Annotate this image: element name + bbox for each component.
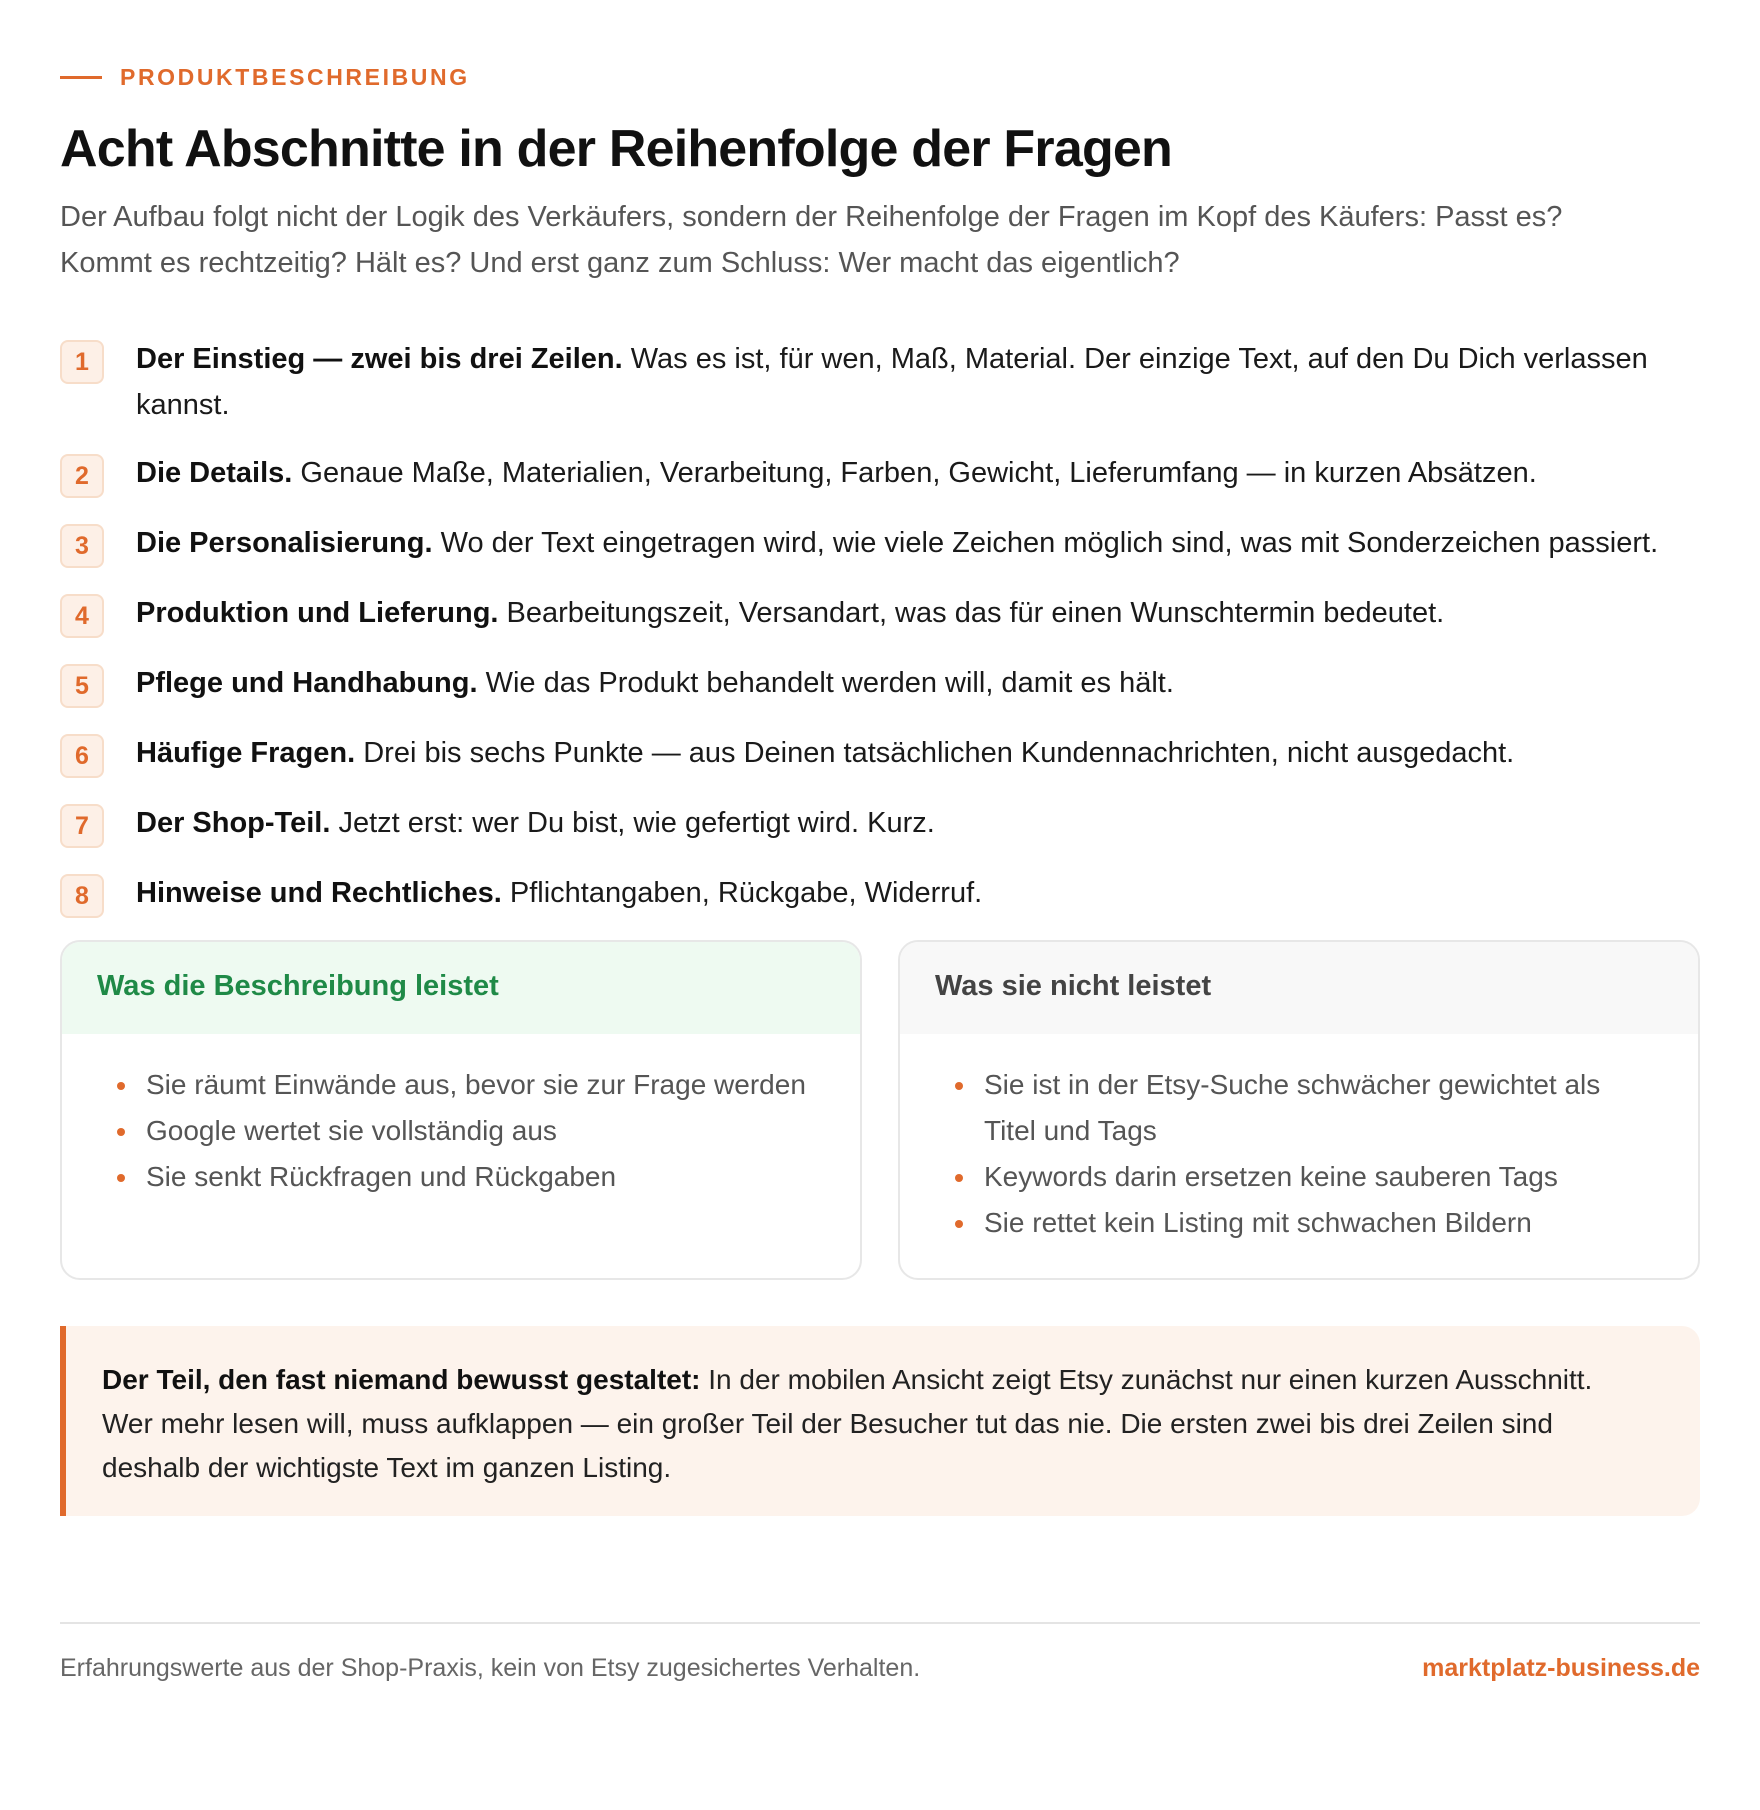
- step-title: Der Shop-Teil.: [136, 807, 331, 840]
- step-number-badge: 2: [60, 454, 104, 498]
- step-item-3: [60, 520, 1700, 568]
- card-does-not-list: [900, 1034, 1698, 1246]
- step-description: Wo der Text eingetragen wird, wie viele Zeichen möglich sind, was mit Sonderzeichen passiert.: [440, 527, 1659, 560]
- step-text: [136, 660, 1174, 706]
- step-title: Die Personalisierung.: [136, 527, 433, 560]
- list-item: Keywords darin ersetzen keine sauberen Tags: [984, 1154, 1658, 1200]
- footer-disclaimer: Erfahrungswerte aus der Shop-Praxis, kein von Etsy zugesichertes Verhalten.: [60, 1654, 921, 1682]
- eyebrow: [60, 62, 1700, 92]
- step-description: Jetzt erst: wer Du bist, wie gefertigt wird. Kurz.: [338, 807, 935, 840]
- step-item-7: [60, 800, 1700, 848]
- step-description: Was es ist, für wen, Maß, Material. Der einzige Text, auf den Du Dich verlassen kannst.: [136, 343, 1648, 422]
- step-item-1: [60, 336, 1700, 428]
- step-number-badge: 5: [60, 664, 104, 708]
- card-does-list: [62, 1034, 860, 1200]
- step-description: Pflichtangaben, Rückgabe, Widerruf.: [509, 877, 983, 910]
- step-description: Bearbeitungszeit, Versandart, was das für einen Wunschtermin bedeutet.: [506, 597, 1445, 630]
- step-item-6: [60, 730, 1700, 778]
- steps-list: [60, 336, 1700, 918]
- card-does-not: [898, 940, 1700, 1280]
- eyebrow-line: [60, 76, 102, 79]
- list-item: Sie senkt Rückfragen und Rückgaben: [146, 1154, 820, 1200]
- step-text: [136, 800, 935, 846]
- callout-note: [60, 1326, 1700, 1516]
- step-text: [136, 730, 1514, 776]
- footer-brand-link[interactable]: marktplatz-business.de: [1422, 1654, 1700, 1682]
- step-description: Wie das Produkt behandelt werden will, damit es hält.: [485, 667, 1174, 700]
- step-number-badge: 1: [60, 340, 104, 384]
- footer: [60, 1622, 1700, 1683]
- step-text: [136, 520, 1658, 566]
- step-item-8: [60, 870, 1700, 918]
- step-title: Pflege und Handhabung.: [136, 667, 478, 700]
- step-item-5: [60, 660, 1700, 708]
- step-number-badge: 7: [60, 804, 104, 848]
- step-text: [136, 590, 1444, 636]
- callout-title: Der Teil, den fast niemand bewusst gestaltet:: [102, 1364, 701, 1396]
- step-item-2: [60, 450, 1700, 498]
- step-title: Die Details.: [136, 457, 293, 490]
- eyebrow-label: PRODUKTBESCHREIBUNG: [120, 63, 470, 90]
- page-title: Acht Abschnitte in der Reihenfolge der Fragen: [60, 120, 1172, 178]
- comparison-cards: [60, 940, 1700, 1280]
- card-does-not-title: Was sie nicht leistet: [900, 942, 1698, 1034]
- step-title: Häufige Fragen.: [136, 737, 356, 770]
- step-title: Der Einstieg — zwei bis drei Zeilen.: [136, 343, 623, 376]
- step-text: [136, 336, 1700, 428]
- lead-text: Der Aufbau folgt nicht der Logik des Verkäufers, sondern der Reihenfolge der Fragen im Kopf des Käufers: Passt es? Kommt es rechtzeitig? Hält es? Und erst ganz zum Schluss: Wer macht das eigentlich?: [60, 201, 1563, 280]
- step-title: Hinweise und Rechtliches.: [136, 877, 502, 910]
- step-text: [136, 870, 982, 916]
- step-number-badge: 4: [60, 594, 104, 638]
- list-item: Sie rettet kein Listing mit schwachen Bildern: [984, 1200, 1658, 1246]
- card-does: [60, 940, 862, 1280]
- list-item: Google wertet sie vollständig aus: [146, 1108, 820, 1154]
- step-number-badge: 6: [60, 734, 104, 778]
- step-number-badge: 8: [60, 874, 104, 918]
- list-item: Sie ist in der Etsy-Suche schwächer gewichtet als Titel und Tags: [984, 1062, 1658, 1154]
- list-item: Sie räumt Einwände aus, bevor sie zur Frage werden: [146, 1062, 820, 1108]
- step-title: Produktion und Lieferung.: [136, 597, 499, 630]
- step-item-4: [60, 590, 1700, 638]
- callout-text: In der mobilen Ansicht zeigt Etsy zunächst nur einen kurzen Ausschnitt. Wer mehr lesen will, muss aufklappen — ein großer Teil der Besucher tut das nie. Die ersten zwei bis drei Zeilen sind deshalb der wichtigste Text im ganzen Listing.: [102, 1364, 1593, 1484]
- step-description: Genaue Maße, Materialien, Verarbeitung, Farben, Gewicht, Lieferumfang — in kurzen Absätzen.: [300, 457, 1537, 490]
- step-number-badge: 3: [60, 524, 104, 568]
- card-does-title: Was die Beschreibung leistet: [62, 942, 860, 1034]
- step-description: Drei bis sechs Punkte — aus Deinen tatsächlichen Kundennachrichten, nicht ausgedacht.: [363, 737, 1515, 770]
- step-text: [136, 450, 1537, 496]
